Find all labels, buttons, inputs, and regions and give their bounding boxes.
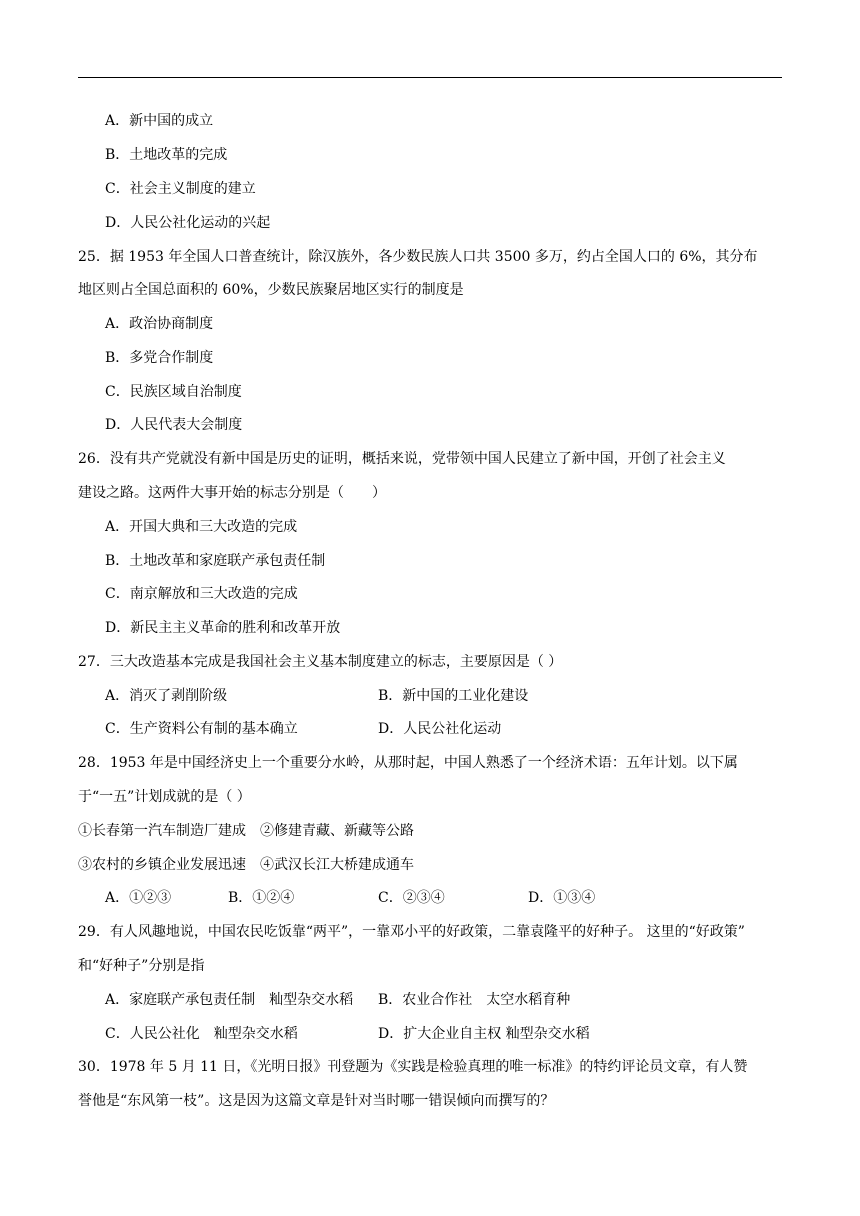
q27-stem: 27．三大改造基本完成是我国社会主义基本制度建立的标志，主要原因是（ ） (78, 654, 563, 670)
q29-stem-line2: 和“好种子”分别是指 (78, 958, 205, 974)
q26-option-b: B．土地改革和家庭联产承包责任制 (105, 553, 326, 569)
q26-option-a: A．开国大典和三大改造的完成 (105, 519, 298, 535)
q26-stem-line1: 26．没有共产党就没有新中国是历史的证明，概括来说，党带领中国人民建立了新中国，开创了社会主义 (78, 451, 726, 467)
q27-option-d: D．人民公社化运动 (378, 721, 502, 737)
q28-items-line2: ③农村的乡镇企业发展迅速 ④武汉长江大桥建成通车 (78, 857, 414, 873)
q25-option-b: B．多党合作制度 (105, 350, 214, 366)
q24-option-c: C．社会主义制度的建立 (105, 181, 256, 197)
q26-option-c: C．南京解放和三大改造的完成 (105, 586, 298, 602)
q24-option-d: D．人民公社化运动的兴起 (105, 215, 271, 231)
q24-option-b: B．土地改革的完成 (105, 147, 228, 163)
q29-stem-line1: 29．有人风趣地说，中国农民吃饭靠“两平”，一靠邓小平的好政策，二靠袁隆平的好种子。 这里的“好政策” (78, 924, 745, 940)
q28-items-line1: ①长春第一汽车制造厂建成 ②修建青藏、新藏等公路 (78, 823, 414, 839)
q30-stem-line1: 30．1978 年 5 月 11 日，《光明日报》刊登题为《实践是检验真理的唯一标准》的特约评论员文章，有人赞 (78, 1059, 748, 1075)
q29-option-b: B．农业合作社 太空水稻育种 (378, 992, 571, 1008)
q29-option-c: C．人民公社化 籼型杂交水稻 (105, 1026, 298, 1042)
header-rule (78, 77, 782, 78)
q28-option-a: A．①②③ (105, 890, 172, 906)
q25-option-d: D．人民代表大会制度 (105, 417, 243, 433)
q28-option-c: C．②③④ (378, 890, 445, 906)
q25-stem-line2: 地区则占全国总面积的 60%，少数民族聚居地区实行的制度是 (78, 282, 464, 298)
q25-option-c: C．民族区域自治制度 (105, 384, 242, 400)
q28-option-b: B．①②④ (228, 890, 295, 906)
q28-option-d: D．①③④ (528, 890, 596, 906)
q28-stem-line1: 28．1953 年是中国经济史上一个重要分水岭，从那时起，中国人熟悉了一个经济术语：五年计划。以下属 (78, 755, 738, 771)
q25-stem-line1: 25．据 1953 年全国人口普查统计，除汉族外，各少数民族人口共 3500 多万，约占全国人口的 6%，其分布 (78, 249, 758, 265)
q28-stem-line2: 于“一五”计划成就的是（ ） (78, 789, 251, 805)
q26-option-d: D．新民主主义革命的胜利和改革开放 (105, 620, 341, 636)
q24-option-a: A．新中国的成立 (105, 113, 214, 129)
q27-option-a: A．消灭了剥削阶级 (105, 688, 228, 704)
q29-option-d: D．扩大企业自主权 籼型杂交水稻 (378, 1026, 590, 1042)
q29-option-a: A．家庭联产承包责任制 籼型杂交水稻 (105, 992, 354, 1008)
q27-option-b: B．新中国的工业化建设 (378, 688, 529, 704)
q26-stem-line2: 建设之路。这两件大事开始的标志分别是（ ） (78, 485, 386, 501)
q30-stem-line2: 誉他是“东风第一枝”。这是因为这篇文章是针对当时哪一错误倾向而撰写的？ (78, 1093, 555, 1109)
q25-option-a: A．政治协商制度 (105, 316, 214, 332)
q27-option-c: C．生产资料公有制的基本确立 (105, 721, 298, 737)
